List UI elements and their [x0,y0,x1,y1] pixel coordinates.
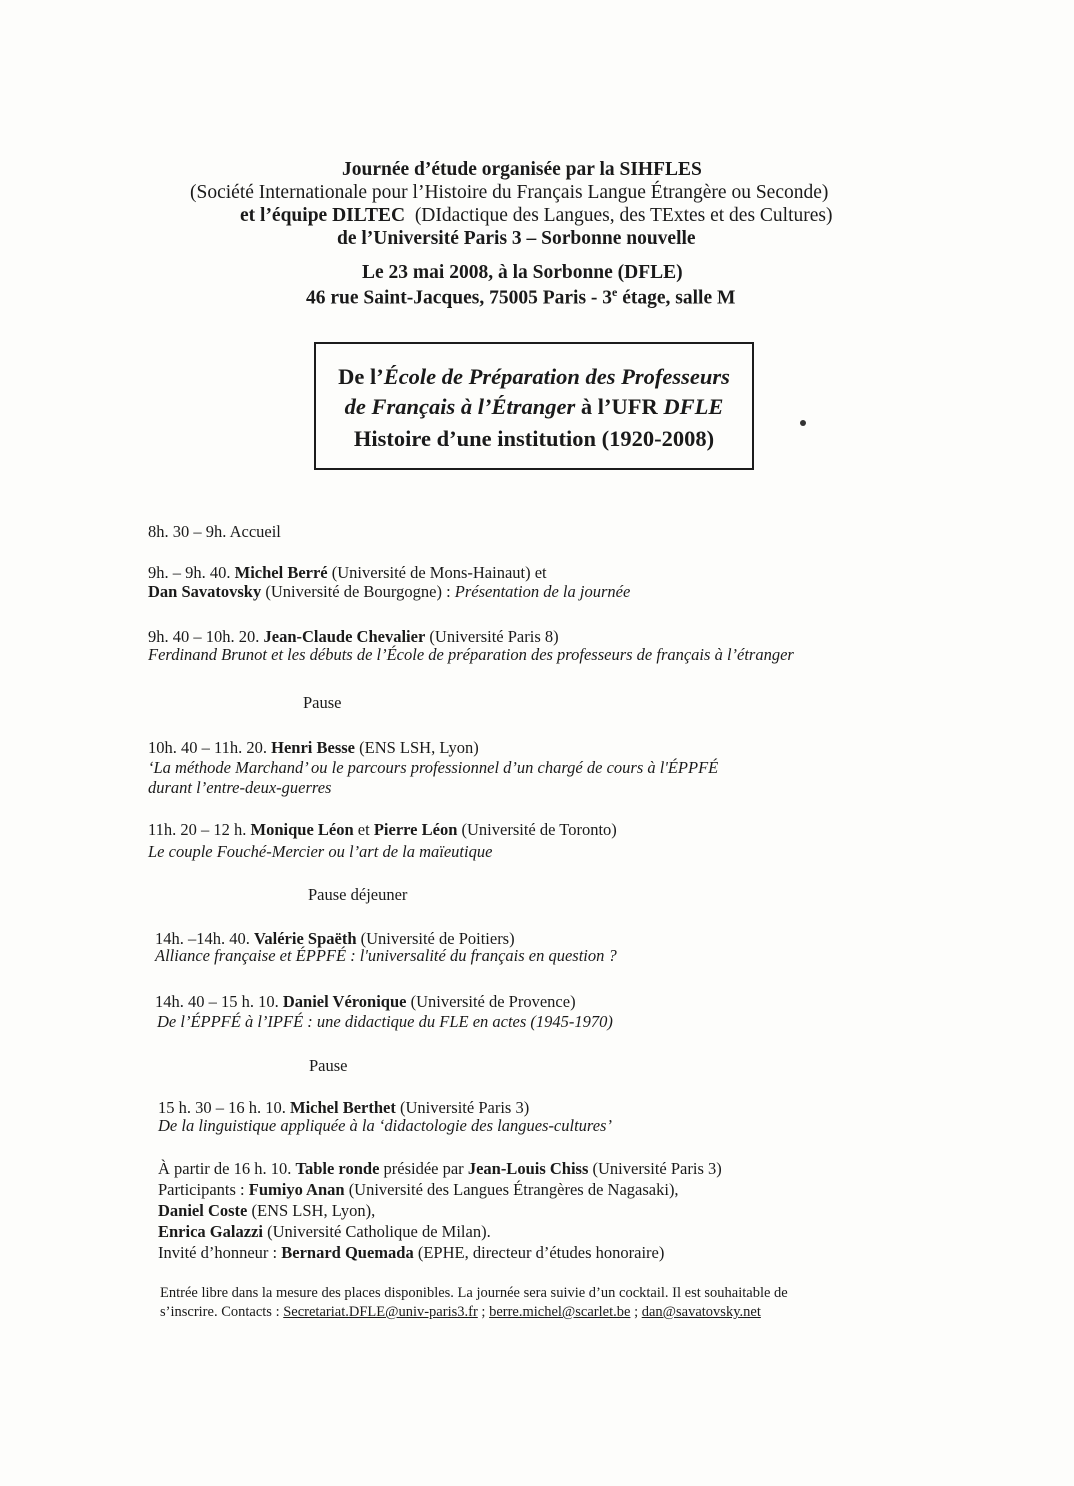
title-line-1: De l’École de Préparation des Professeurs [338,364,730,389]
session-7-line-1: 15 h. 30 – 16 h. 10. Michel Berthet (Université Paris 3) [158,1098,530,1117]
header-diltec: et l’équipe DILTEC (DIdactique des Langues, des TExtes et des Cultures) [240,205,833,226]
header-organizer: Journée d’étude organisée par la SIHFLES [342,159,702,180]
session-6-line-1: 14h. 40 – 15 h. 10. Daniel Véronique (Université de Provence) [155,992,576,1011]
participant-3: Enrica Galazzi (Université Catholique de Milan). [158,1222,491,1241]
session-7-title: De la linguistique appliquée à la ‘didactologie des langues-cultures’ [158,1116,612,1135]
session-4-line-1: 11h. 20 – 12 h. Monique Léon et Pierre Léon (Université de Toronto) [148,820,617,839]
session-3-title-1: ‘La méthode Marchand’ ou le parcours professionnel d’un chargé de cours à l'ÉPPFÉ [148,758,719,777]
session-3-title-2: durant l’entre-deux-guerres [148,778,332,797]
event-title-box [314,342,754,470]
session-2-title: Ferdinand Brunot et les débuts de l’École de préparation des professeurs de français à l’étranger [148,645,794,664]
pause-3: Pause [309,1056,348,1075]
session-3-line-1: 10h. 40 – 11h. 20. Henri Besse (ENS LSH, Lyon) [148,738,479,757]
email-link-secretariat[interactable]: Secretariat.DFLE@univ-paris3.fr [283,1304,478,1320]
round-table: À partir de 16 h. 10. Table ronde présidée par Jean-Louis Chiss (Université Paris 3) [158,1159,722,1178]
email-link-savatovsky[interactable]: dan@savatovsky.net [641,1304,761,1320]
participant-1: Participants : Fumiyo Anan (Université des Langues Étrangères de Nagasaki), [158,1180,679,1199]
session-4-title: Le couple Fouché-Mercier ou l’art de la maïeutique [148,842,493,861]
header-university: de l’Université Paris 3 – Sorbonne nouvelle [337,228,696,249]
email-link-berre[interactable]: berre.michel@scarlet.be [489,1304,631,1320]
participant-2: Daniel Coste (ENS LSH, Lyon), [158,1201,376,1220]
guest-of-honour: Invité d’honneur : Bernard Quemada (EPHE, directeur d’études honoraire) [158,1243,665,1262]
stray-dot [800,420,806,426]
title-line-2: de Français à l’Étranger à l’UFR DFLE [344,394,724,419]
session-2-line-1: 9h. 40 – 10h. 20. Jean-Claude Chevalier (Université Paris 8) [148,627,559,646]
header-sihfles-full: (Société Internationale pour l’Histoire du Français Langue Étrangère ou Seconde) [190,182,829,203]
title-line-3: Histoire d’une institution (1920-2008) [353,426,715,451]
pause-1: Pause [303,693,342,712]
session-5-line-1: 14h. –14h. 40. Valérie Spaëth (Université de Poitiers) [155,929,515,948]
session-1-line-1: 9h. – 9h. 40. Michel Berré (Université de Mons-Hainaut) et [148,563,547,582]
event-address: 46 rue Saint-Jacques, 75005 Paris - 3e étage, salle M [306,285,736,309]
event-date: Le 23 mai 2008, à la Sorbonne (DFLE) [362,262,683,283]
footer-contacts: s’inscrire. Contacts : Secretariat.DFLE@univ-paris3.fr ; berre.michel@scarlet.be ; dan@savatovsky.net [160,1304,761,1320]
program-accueil: 8h. 30 – 9h. Accueil [148,522,281,541]
pause-2: Pause déjeuner [308,885,408,904]
footer-line-1: Entrée libre dans la mesure des places disponibles. La journée sera suivie d’un cocktail. Il est souhaitable de [160,1285,788,1301]
session-5-title: Alliance française et ÉPPFÉ : l'universalité du français en question ? [155,946,617,965]
session-1-line-2: Dan Savatovsky (Université de Bourgogne) : Présentation de la journée [148,582,631,601]
session-6-title: De l’ÉPPFÉ à l’IPFÉ : une didactique du FLE en actes (1945-1970) [157,1012,613,1031]
